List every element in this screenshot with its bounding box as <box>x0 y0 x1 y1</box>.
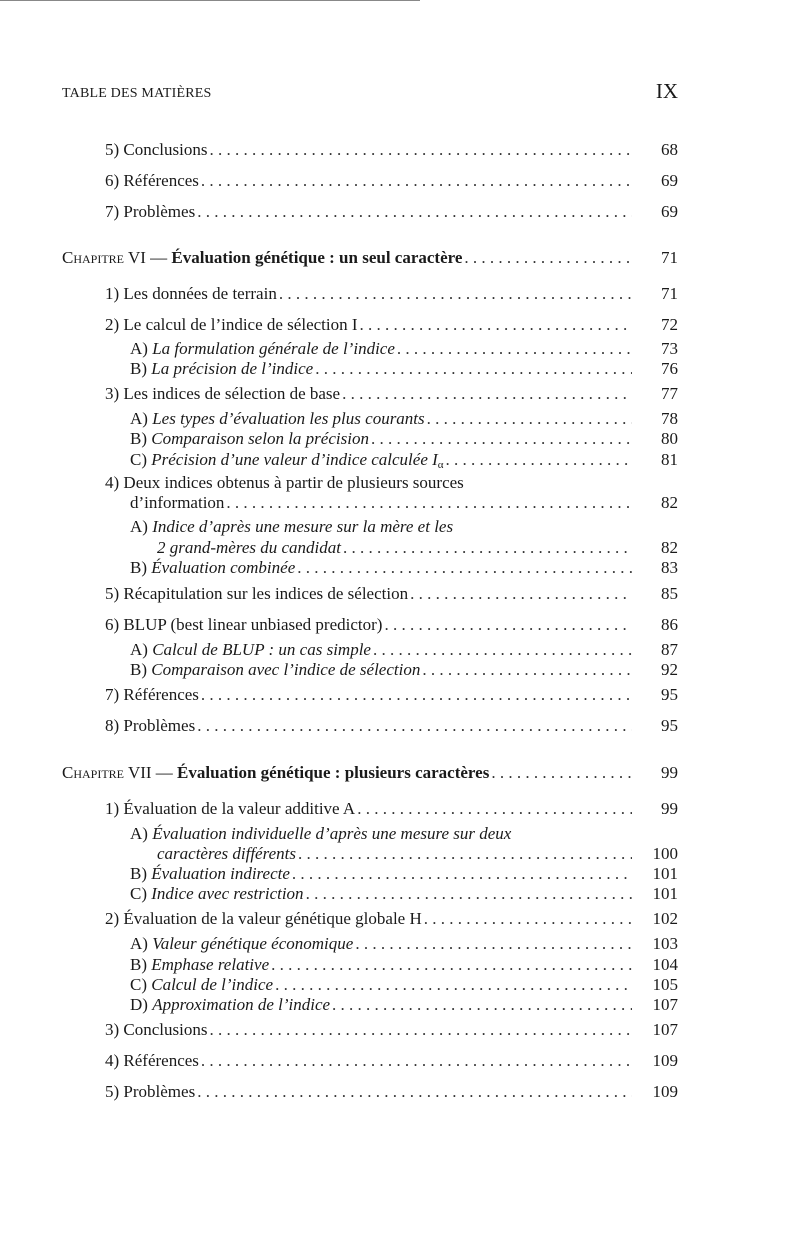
dot-leader <box>342 384 632 404</box>
toc-entry[interactable] <box>105 140 678 160</box>
dot-leader <box>201 171 632 191</box>
toc-entry-text: 7) Références <box>105 685 199 704</box>
subentry-marker: C) <box>130 975 147 994</box>
toc-entry-text: d’information <box>130 493 225 512</box>
toc-subentry[interactable] <box>130 660 678 680</box>
dot-leader <box>197 202 632 222</box>
toc-entry-text: 5) Problèmes <box>105 1082 196 1101</box>
toc-entry-text: Comparaison avec l’indice de sélection <box>151 660 421 679</box>
toc-page-number: 76 <box>661 359 678 378</box>
chapter-title: Évaluation génétique : plusieurs caractères <box>177 763 490 782</box>
toc-page-number: 103 <box>652 934 678 953</box>
subentry-marker: D) <box>130 995 148 1014</box>
dot-leader <box>271 955 632 975</box>
subentry-marker: C) <box>130 450 147 469</box>
toc-entry[interactable] <box>105 909 678 929</box>
toc-page-number: 105 <box>652 975 678 994</box>
toc-entry-text: 3) Conclusions <box>105 1020 208 1039</box>
subentry-marker: A) <box>130 934 148 953</box>
toc-entry-text: Indice avec restriction <box>151 884 304 903</box>
toc-entry-text: Les types d’évaluation les plus courants <box>152 409 425 428</box>
dot-leader <box>371 429 632 449</box>
dot-leader <box>360 315 632 335</box>
toc-entry[interactable] <box>105 799 678 819</box>
dot-leader <box>201 1051 632 1071</box>
toc-page-number: 69 <box>661 171 678 190</box>
toc-page-number: 71 <box>661 248 678 267</box>
dot-leader <box>464 248 632 268</box>
toc-subentry-line <box>130 517 453 537</box>
toc-entry-text: La précision de l’indice <box>151 359 314 378</box>
toc-entry-text: Évaluation combinée <box>151 558 296 577</box>
dot-leader <box>422 660 632 680</box>
toc-entry-text: Approximation de l’indice <box>152 995 331 1014</box>
toc-page-number: 92 <box>661 660 678 679</box>
toc-entry[interactable] <box>105 584 678 604</box>
dot-leader <box>357 799 632 819</box>
toc-entry[interactable] <box>105 284 678 304</box>
toc-page-number: 73 <box>661 339 678 358</box>
toc-subentry[interactable] <box>130 864 678 884</box>
toc-subentry[interactable] <box>130 409 678 429</box>
toc-subentry[interactable] <box>130 429 678 449</box>
dot-leader <box>209 1020 632 1040</box>
toc-page-number: 107 <box>652 995 678 1014</box>
subentry-marker: B) <box>130 864 147 883</box>
chapter-title: Évaluation génétique : un seul caractère <box>171 248 463 267</box>
toc-entry-text: Valeur génétique économique <box>152 934 354 953</box>
subentry-marker: A) <box>130 640 148 659</box>
toc-entry-text: 6) Références <box>105 171 199 190</box>
toc-page-number: 95 <box>661 716 678 735</box>
toc-entry[interactable] <box>105 615 678 635</box>
toc-entry-text: Évaluation individuelle d’après une mesure sur deux <box>152 824 512 843</box>
toc-entry-text: Calcul de BLUP : un cas simple <box>152 640 371 659</box>
toc-subentry[interactable] <box>130 934 678 954</box>
toc-page-number: 99 <box>661 763 678 782</box>
toc-entry-text: 4) Deux indices obtenus à partir de plusieurs sources <box>105 473 464 492</box>
chapter-heading[interactable] <box>62 763 678 783</box>
toc-entry-text: 1) Les données de terrain <box>105 284 277 303</box>
toc-page-number: 95 <box>661 685 678 704</box>
toc-subentry[interactable] <box>130 975 678 995</box>
toc-subentry-line <box>130 824 511 844</box>
toc-subentry[interactable] <box>130 450 678 475</box>
toc-entry[interactable] <box>105 716 678 736</box>
toc-entry-text: Indice d’après une mesure sur la mère et les <box>152 517 454 536</box>
toc-page-number: 87 <box>661 640 678 659</box>
subentry-marker: B) <box>130 429 147 448</box>
toc-entry-text: 5) Conclusions <box>105 140 208 159</box>
toc-subentry[interactable] <box>130 955 678 975</box>
toc-page-number: 81 <box>661 450 678 469</box>
toc-page-number: 86 <box>661 615 678 634</box>
chapter-label: Chapitre VII — <box>62 763 173 782</box>
toc-entry-text: Calcul de l’indice <box>151 975 274 994</box>
toc-subentry[interactable] <box>130 558 678 578</box>
subentry-marker: B) <box>130 955 147 974</box>
dot-leader <box>306 884 632 904</box>
dot-leader <box>315 359 632 379</box>
dot-leader <box>384 615 632 635</box>
toc-subentry[interactable] <box>130 995 678 1015</box>
dot-leader <box>298 844 632 864</box>
toc-entry-text: 1) Évaluation de la valeur additive A <box>105 799 356 818</box>
subentry-marker: A) <box>130 824 148 843</box>
dot-leader <box>197 1082 632 1102</box>
dot-leader <box>491 763 632 783</box>
page-number: IX <box>655 79 678 103</box>
dot-leader <box>427 409 632 429</box>
subentry-marker: B) <box>130 558 147 577</box>
toc-page-number: 82 <box>661 538 678 557</box>
dot-leader <box>292 864 632 884</box>
alpha-subscript: α <box>437 459 444 471</box>
toc-subentry[interactable] <box>130 339 678 359</box>
dot-leader <box>332 995 632 1015</box>
dot-leader <box>397 339 632 359</box>
toc-page-number: 100 <box>652 844 678 863</box>
subentry-marker: B) <box>130 660 147 679</box>
toc-entry-text: 4) Références <box>105 1051 199 1070</box>
toc-page-number: 99 <box>661 799 678 818</box>
dot-leader <box>373 640 632 660</box>
dot-leader <box>197 716 632 736</box>
toc-entry-text: 2 grand-mères du candidat <box>157 538 341 557</box>
toc-entry-text: 2) Le calcul de l’indice de sélection I <box>105 315 358 334</box>
toc-entry-text: La formulation générale de l’indice <box>152 339 395 358</box>
toc-page-number: 102 <box>652 909 678 928</box>
toc-page-number: 68 <box>661 140 678 159</box>
toc-page-number: 101 <box>652 864 678 883</box>
toc-entry[interactable] <box>105 1051 678 1071</box>
dot-leader <box>424 909 632 929</box>
toc-page-number: 104 <box>652 955 678 974</box>
dot-leader <box>297 558 632 578</box>
toc-entry-text: 7) Problèmes <box>105 202 196 221</box>
toc-page-number: 107 <box>652 1020 678 1039</box>
toc-entry-text: Emphase relative <box>151 955 270 974</box>
toc-page-number: 71 <box>661 284 678 303</box>
toc-page-number: 82 <box>661 493 678 512</box>
subentry-marker: C) <box>130 884 147 903</box>
toc-entry[interactable] <box>105 202 678 222</box>
toc-page-number: 69 <box>661 202 678 221</box>
toc-entry[interactable] <box>105 1020 678 1040</box>
toc-entry-text: 2) Évaluation de la valeur génétique globale H <box>105 909 422 928</box>
toc-subentry[interactable] <box>157 844 678 864</box>
dot-leader <box>279 284 632 304</box>
toc-subentry[interactable] <box>157 538 678 558</box>
subentry-marker: A) <box>130 409 148 428</box>
toc-page-number: 85 <box>661 584 678 603</box>
toc-page-number: 83 <box>661 558 678 577</box>
toc-entry-text: caractères différents <box>157 844 296 863</box>
toc-entry[interactable] <box>130 493 678 513</box>
toc-entry-text: Évaluation indirecte <box>151 864 290 883</box>
toc-page-number: 80 <box>661 429 678 448</box>
toc-entry-text: 8) Problèmes <box>105 716 196 735</box>
dot-leader <box>226 493 632 513</box>
toc-page-number: 109 <box>652 1051 678 1070</box>
toc-entry-text: 5) Récapitulation sur les indices de sélection <box>105 584 409 603</box>
toc-subentry[interactable] <box>130 359 678 379</box>
toc-entry-text: Comparaison selon la précision <box>151 429 369 448</box>
toc-entry[interactable] <box>105 685 678 705</box>
chapter-heading[interactable] <box>62 248 678 268</box>
toc-subentry[interactable] <box>130 640 678 660</box>
toc-page-number: 72 <box>661 315 678 334</box>
toc-entry-text: Précision d’une valeur d’indice calculée I <box>151 450 438 469</box>
toc-subentry[interactable] <box>130 884 678 904</box>
dot-leader <box>446 450 632 470</box>
toc-entry[interactable] <box>105 384 678 404</box>
subentry-marker: B) <box>130 359 147 378</box>
chapter-label: Chapitre VI — <box>62 248 168 267</box>
toc-entry[interactable] <box>105 1082 678 1102</box>
dot-leader <box>201 685 632 705</box>
toc-page-number: 77 <box>661 384 678 403</box>
subentry-marker: A) <box>130 339 148 358</box>
dot-leader <box>343 538 632 558</box>
toc-entry[interactable] <box>105 315 678 335</box>
toc-entry[interactable] <box>105 171 678 191</box>
toc-entry-text: 3) Les indices de sélection de base <box>105 384 341 403</box>
running-title: TABLE DES MATIÈRES <box>62 86 212 101</box>
dot-leader <box>355 934 632 954</box>
toc-page-number: 109 <box>652 1082 678 1101</box>
dot-leader <box>275 975 632 995</box>
toc-page-number: 101 <box>652 884 678 903</box>
dot-leader <box>209 140 632 160</box>
subentry-marker: A) <box>130 517 148 536</box>
toc-entry-text: 6) BLUP (best linear unbiased predictor) <box>105 615 383 634</box>
dot-leader <box>410 584 632 604</box>
toc-page-number: 78 <box>661 409 678 428</box>
